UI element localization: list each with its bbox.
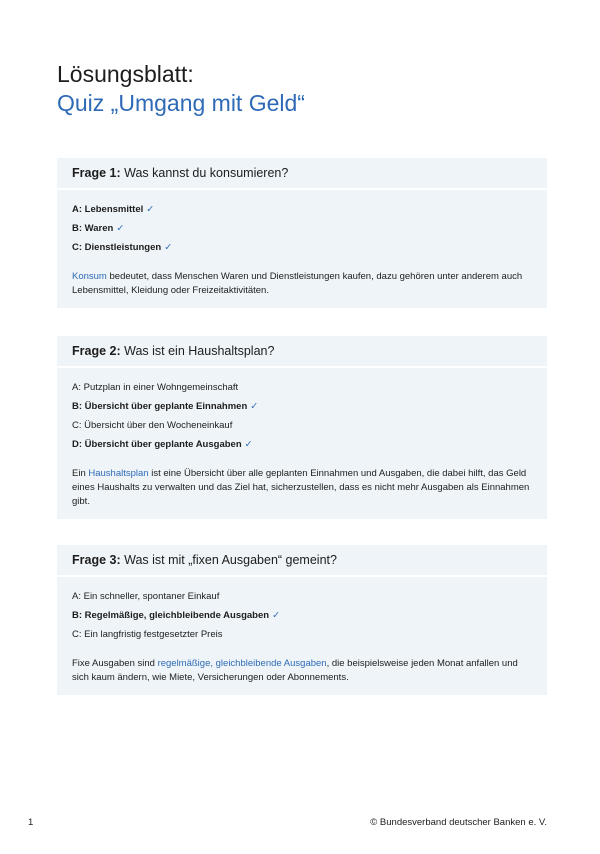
answer-text: C: Übersicht über den Wocheneinkauf	[72, 420, 233, 431]
checkmark-icon: ✓	[164, 242, 173, 253]
copyright-text: © Bundesverband deutscher Banken e. V.	[370, 817, 547, 828]
checkmark-icon: ✓	[272, 610, 281, 621]
question-header	[57, 158, 547, 190]
question-header	[57, 336, 547, 368]
highlighted-term: Konsum	[72, 271, 107, 282]
answer-option	[72, 625, 532, 644]
explanation-segment: ist eine Übersicht über alle geplanten Einnahmen und Ausgaben, die dabei hilft, das Geld eines Haushalts zu verwalten und das Ziel hat, sicherzustellen, dass es nicht mehr Ausgaben als Einnahmen gibt.	[72, 468, 530, 507]
question-label: Frage 1:	[72, 166, 121, 180]
answer-text: D: Übersicht über geplante Ausgaben	[72, 439, 242, 450]
answer-option	[72, 416, 532, 435]
explanation-segment: , die beispielsweise jeden Monat anfallen und sich kaum ändern, wie Miete, Versicherungen oder Abonnements.	[72, 658, 518, 683]
answer-text: B: Übersicht über geplante Einnahmen	[72, 401, 248, 412]
answer-option	[72, 587, 532, 606]
answer-option	[72, 378, 532, 397]
answer-text: B: Regelmäßige, gleichbleibende Ausgaben	[72, 610, 270, 621]
question-text: Was kannst du konsumieren?	[124, 166, 289, 180]
question-text: Was ist mit „fixen Ausgaben“ gemeint?	[124, 553, 337, 567]
answer-text: A: Lebensmittel	[72, 204, 144, 215]
question-label: Frage 3:	[72, 553, 121, 567]
answer-text: A: Putzplan in einer Wohngemeinschaft	[72, 382, 239, 393]
explanation-segment: Ein	[72, 468, 89, 479]
page-number: 1	[28, 817, 34, 828]
explanation-text	[72, 657, 532, 685]
answer-option	[72, 219, 532, 238]
explanation-segment: bedeutet, dass Menschen Waren und Dienstleistungen kaufen, dazu gehören unter anderem auch Lebensmittel, Kleidung oder Freizeitaktivitäten.	[72, 271, 523, 296]
question-body	[57, 368, 547, 519]
page-title	[57, 60, 305, 118]
question-label: Frage 2:	[72, 344, 121, 358]
explanation-text	[72, 270, 532, 298]
checkmark-icon: ✓	[116, 223, 125, 234]
question-card-3	[57, 545, 547, 695]
answer-text: A: Ein schneller, spontaner Einkauf	[72, 591, 220, 602]
highlighted-term: Haushaltsplan	[88, 468, 149, 479]
answer-option	[72, 238, 532, 257]
answer-text: C: Ein langfristig festgesetzter Preis	[72, 629, 223, 640]
checkmark-icon: ✓	[244, 439, 253, 450]
explanation-segment: Fixe Ausgaben sind	[72, 658, 158, 669]
explanation-text	[72, 467, 532, 509]
answer-text: B: Waren	[72, 223, 114, 234]
answer-text: C: Dienstleistungen	[72, 242, 162, 253]
answer-option	[72, 606, 532, 625]
question-header	[57, 545, 547, 577]
title-line-1: Lösungsblatt:	[57, 61, 194, 87]
question-card-2	[57, 336, 547, 519]
question-body	[57, 190, 547, 308]
checkmark-icon: ✓	[250, 401, 259, 412]
answer-option	[72, 435, 532, 454]
answer-option	[72, 200, 532, 219]
answer-option	[72, 397, 532, 416]
question-text: Was ist ein Haushaltsplan?	[124, 344, 275, 358]
question-body	[57, 577, 547, 695]
highlighted-term: regelmäßige, gleichbleibende Ausgaben	[157, 658, 327, 669]
checkmark-icon: ✓	[146, 204, 155, 215]
title-line-2: Quiz „Umgang mit Geld“	[57, 90, 305, 116]
question-card-1	[57, 158, 547, 308]
